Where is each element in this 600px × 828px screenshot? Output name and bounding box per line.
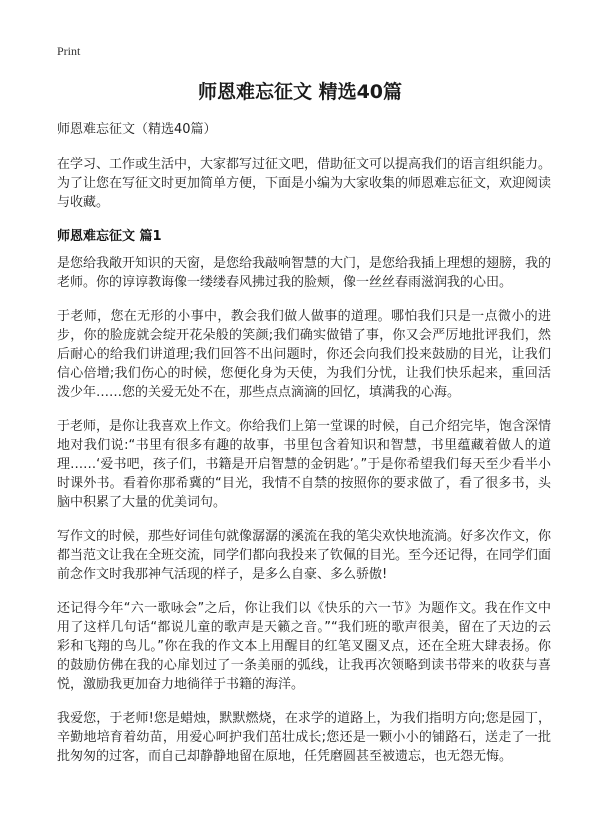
body-paragraph-1: 是您给我敞开知识的天窗，是您给我敲响智慧的大门，是您给我插上理想的翅膀，我的老师。你的谆谆教诲像一缕缕春风拂过我的脸颊，像一丝丝春雨滋润我的心田。: [57, 256, 552, 290]
intro-paragraph: 在学习、工作或生活中，大家都写过征文吧，借助征文可以提高我们的语言组织能力。为了让您在写征文时更加简单方便，下面是小编为大家收集的师恩难忘征文，欢迎阅读与收藏。: [57, 157, 552, 210]
print-label[interactable]: Print: [57, 44, 81, 58]
body-paragraph-2: 于老师，您在无形的小事中，教会我们做人做事的道理。哪怕我们只是一点微小的进步，你的脸庞就会绽开花朵般的笑颜;我们确实做错了事，你又会严厉地批评我们，然后耐心的给我们讲道理;我们回答不出问题时，你还会向我们投来鼓励的目光，让我们信心倍增;我们伤心的时候，您便化身为天使，为我们分忧，让我们快乐起来，重回活泼少年……您的关爱无处不在，那些点点滴滴的回忆，填满我的心海。: [57, 309, 551, 400]
body-paragraph-5: 还记得今年“六一歌咏会”之后，你让我们以《快乐的六一节》为题作文。我在作文中用了这样几句话“都说儿童的歌声是天籁之音。”“我们班的歌声很美，留在了天边的云彩和飞翔的鸟儿。”你在我的作文本上用醒目的红笔叉圈叉点，还在全班大肆表扬。你的鼓励仿佛在我的心扉划过了一条美丽的弧线，让我再次领略到读书带来的收获与喜悦，激励我更加奋力地徜徉于书籍的海洋。: [57, 601, 551, 692]
document-body: [57, 120, 551, 781]
document-subtitle: 师恩难忘征文（精选40篇）: [57, 122, 217, 137]
body-paragraph-3: 于老师，是你让我喜欢上作文。你给我们上第一堂课的时候，自己介绍完毕，饱含深情地对我们说:“书里有很多有趣的故事，书里包含着知识和智慧，书里蕴藏着做人的道理……‘爱书吧，孩子们，书籍是开启智慧的金钥匙’。”于是你希望我们每天至少看半小时课外书。看着你那希冀的“目光，我情不自禁的按照你的要求做了，看了很多书，头脑中积累了大量的优美词句。: [57, 419, 552, 510]
document-title: 师恩难忘征文 精选40篇: [197, 81, 403, 103]
section-heading: 师恩难忘征文 篇1: [57, 229, 162, 244]
body-paragraph-4: 写作文的时候，那些好词佳句就像潺潺的溪流在我的笔尖欢快地流淌。好多次作文，你都当范文让我在全班交流，同学们都向我投来了钦佩的目光。至今还记得，在同学们面前念作文时我那神气活现的样子，是多么自豪、多么骄傲!: [57, 529, 552, 582]
body-paragraph-6: 我爱您，于老师!您是蜡烛，默默燃烧，在求学的道路上，为我们指明方向;您是园丁，辛勤地培育着幼苗，用爱心呵护我们茁壮成长;您还是一颗小小的铺路石，送走了一批批匆匆的过客，而自己却静静地留在原地，任凭磨圆甚至被遗忘，也无怨无悔。: [57, 711, 551, 764]
